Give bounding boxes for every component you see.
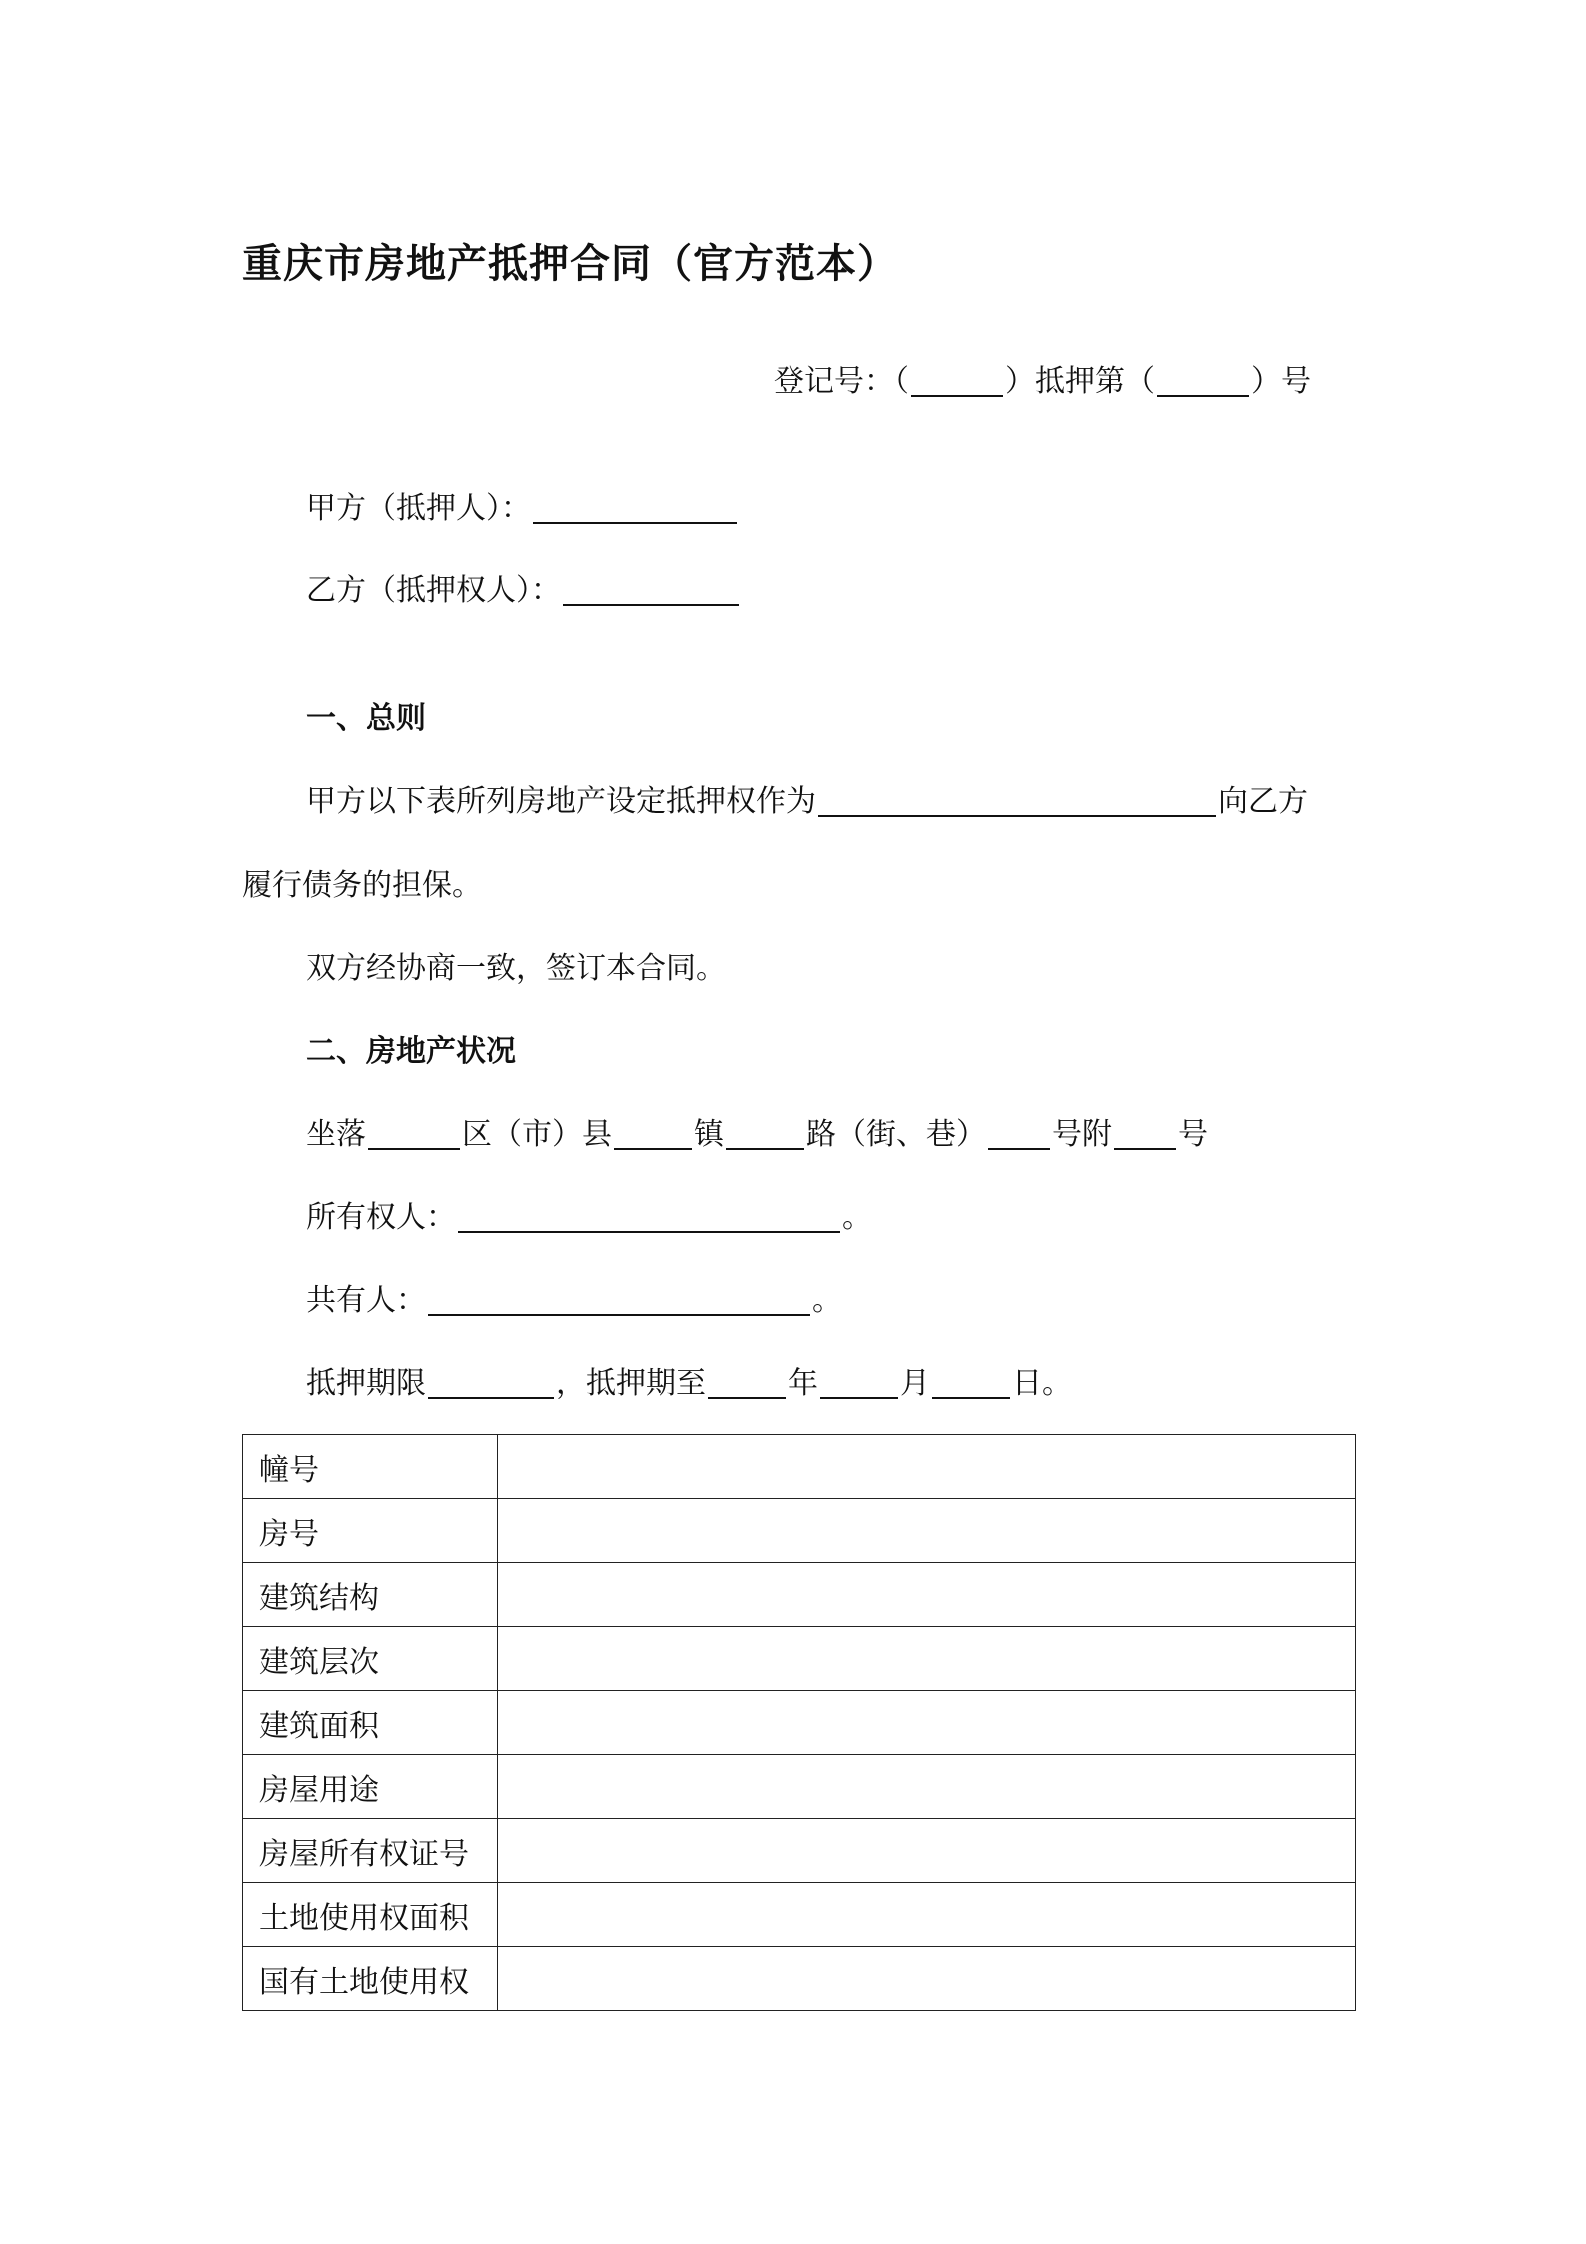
table-row-label: 建筑结构 xyxy=(243,1563,498,1627)
party-a-blank[interactable] xyxy=(533,488,737,524)
section-2-heading: 二、房地产状况 xyxy=(306,1034,516,1069)
para-1-start: 甲方以下表所列房地产设定抵押权作为 xyxy=(306,784,816,819)
owner-label: 所有权人： xyxy=(306,1200,456,1235)
term-text-4: 月 xyxy=(900,1366,930,1401)
table-row xyxy=(243,1499,1356,1563)
para-1-end: 向乙方 xyxy=(1218,784,1308,819)
co-owner-end: 。 xyxy=(812,1283,842,1318)
table-row-value[interactable] xyxy=(498,1499,1356,1563)
registration-middle: ）抵押第（ xyxy=(1005,364,1155,399)
table-row-value[interactable] xyxy=(498,1819,1356,1883)
table-row-label: 房号 xyxy=(243,1499,498,1563)
section-1-para-1-continued: 履行债务的担保。 xyxy=(242,868,482,903)
table-row xyxy=(243,1563,1356,1627)
table-row-value[interactable] xyxy=(498,1691,1356,1755)
table-row-label: 房屋所有权证号 xyxy=(243,1819,498,1883)
table-row-label: 土地使用权面积 xyxy=(243,1883,498,1947)
table-row-label: 建筑面积 xyxy=(243,1691,498,1755)
table-row-label: 建筑层次 xyxy=(243,1627,498,1691)
party-a-line xyxy=(306,487,739,531)
location-text-2: 区（市）县 xyxy=(462,1117,612,1152)
table-row xyxy=(243,1883,1356,1947)
section-1-para-1 xyxy=(306,780,1308,824)
section-1-heading: 一、总则 xyxy=(306,701,426,736)
term-text-5: 日。 xyxy=(1012,1366,1072,1401)
table-row-value[interactable] xyxy=(498,1883,1356,1947)
debt-purpose-blank[interactable] xyxy=(818,781,1216,817)
table-row-value[interactable] xyxy=(498,1947,1356,2011)
table-row-value[interactable] xyxy=(498,1563,1356,1627)
co-owner-line xyxy=(306,1279,842,1323)
registration-prefix: 登记号：（ xyxy=(774,364,909,399)
property-details-table xyxy=(242,1434,1356,2011)
term-day-blank[interactable] xyxy=(932,1363,1010,1399)
document-title: 重庆市房地产抵押合同（官方范本） xyxy=(242,241,898,287)
section-1-para-2: 双方经协商一致，签订本合同。 xyxy=(306,951,726,986)
party-b-line xyxy=(306,569,741,613)
term-month-blank[interactable] xyxy=(820,1363,898,1399)
party-a-label: 甲方（抵押人）： xyxy=(306,491,531,526)
table-row xyxy=(243,1435,1356,1499)
location-text-1: 坐落 xyxy=(306,1117,366,1152)
table-row xyxy=(243,1755,1356,1819)
registration-suffix: ）号 xyxy=(1251,364,1311,399)
town-blank[interactable] xyxy=(614,1114,692,1150)
co-owner-blank[interactable] xyxy=(428,1280,810,1316)
location-text-4: 路（街、巷） xyxy=(806,1117,986,1152)
term-text-2: ，抵押期至 xyxy=(556,1366,706,1401)
table-row-value[interactable] xyxy=(498,1435,1356,1499)
term-text-3: 年 xyxy=(788,1366,818,1401)
location-text-5: 号附 xyxy=(1052,1117,1112,1152)
term-length-blank[interactable] xyxy=(428,1363,554,1399)
term-text-1: 抵押期限 xyxy=(306,1366,426,1401)
party-b-blank[interactable] xyxy=(563,570,739,606)
table-row xyxy=(243,1819,1356,1883)
table-row-label: 房屋用途 xyxy=(243,1755,498,1819)
table-row-label: 国有土地使用权 xyxy=(243,1947,498,2011)
district-blank[interactable] xyxy=(368,1114,460,1150)
table-row-value[interactable] xyxy=(498,1755,1356,1819)
party-b-label: 乙方（抵押权人）： xyxy=(306,573,561,608)
table-row-label: 幢号 xyxy=(243,1435,498,1499)
location-text-3: 镇 xyxy=(694,1117,724,1152)
term-line xyxy=(306,1362,1072,1406)
table-row-value[interactable] xyxy=(498,1627,1356,1691)
term-year-blank[interactable] xyxy=(708,1363,786,1399)
co-owner-label: 共有人： xyxy=(306,1283,426,1318)
owner-line xyxy=(306,1196,872,1240)
location-text-6: 号 xyxy=(1178,1117,1208,1152)
registration-year-blank[interactable] xyxy=(911,361,1003,397)
sub-number-blank[interactable] xyxy=(1114,1114,1176,1150)
registration-number-blank[interactable] xyxy=(1157,361,1249,397)
location-line xyxy=(306,1113,1208,1157)
owner-blank[interactable] xyxy=(458,1197,840,1233)
house-number-blank[interactable] xyxy=(988,1114,1050,1150)
owner-end: 。 xyxy=(842,1200,872,1235)
road-blank[interactable] xyxy=(726,1114,804,1150)
registration-number-line xyxy=(774,360,1311,404)
table-row xyxy=(243,1627,1356,1691)
table-row xyxy=(243,1691,1356,1755)
table-row xyxy=(243,1947,1356,2011)
